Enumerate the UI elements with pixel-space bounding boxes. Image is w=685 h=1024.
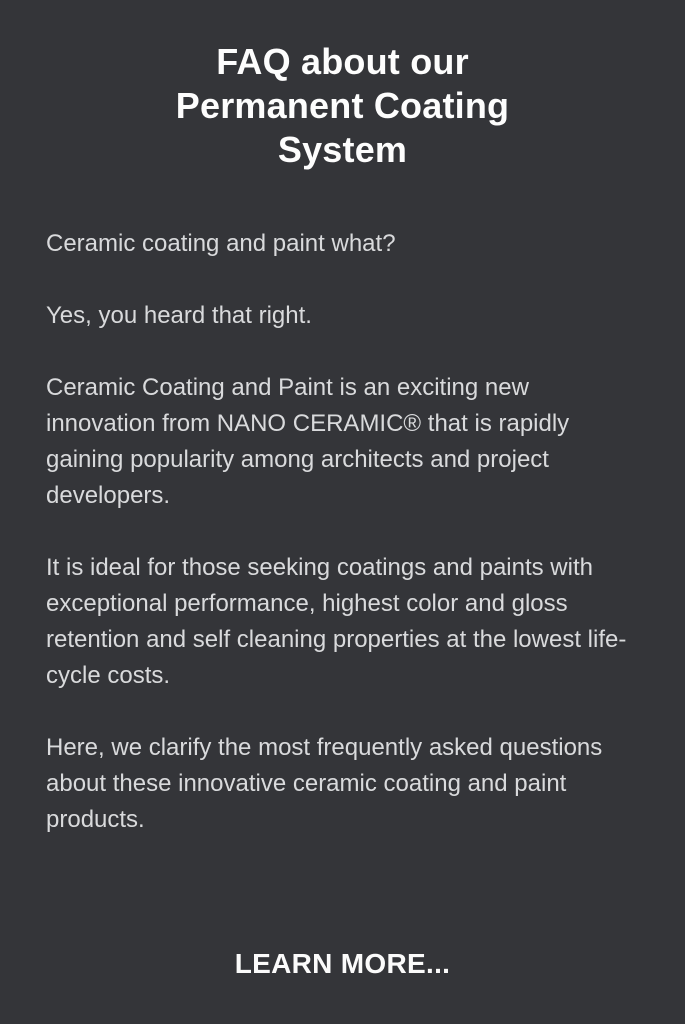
page-title: [0, 0, 685, 172]
page-title-line-1: FAQ about our: [216, 41, 469, 82]
faq-paragraph-confirmation: Yes, you heard that right.: [46, 302, 312, 329]
cta-row: [0, 946, 685, 982]
learn-more-link[interactable]: LEARN MORE...: [234, 948, 451, 979]
page-title-line-3: System: [277, 129, 408, 170]
faq-body: [0, 226, 685, 838]
faq-paragraph-intro-question: Ceramic coating and paint what?: [46, 230, 396, 257]
faq-paragraph-clarify: Here, we clarify the most frequently asked questions about these innovative ceramic coating and paint products.: [46, 734, 603, 833]
faq-paragraph-innovation: Ceramic Coating and Paint is an exciting new innovation from NANO CERAMIC® that is rapidly gaining popularity among architects and project developers.: [46, 374, 570, 509]
page-title-line-2: Permanent Coating: [175, 85, 510, 126]
faq-paragraph-benefits: It is ideal for those seeking coatings and paints with exceptional performance, highest color and gloss retention and self cleaning properties at the lowest life-cycle costs.: [46, 554, 627, 689]
